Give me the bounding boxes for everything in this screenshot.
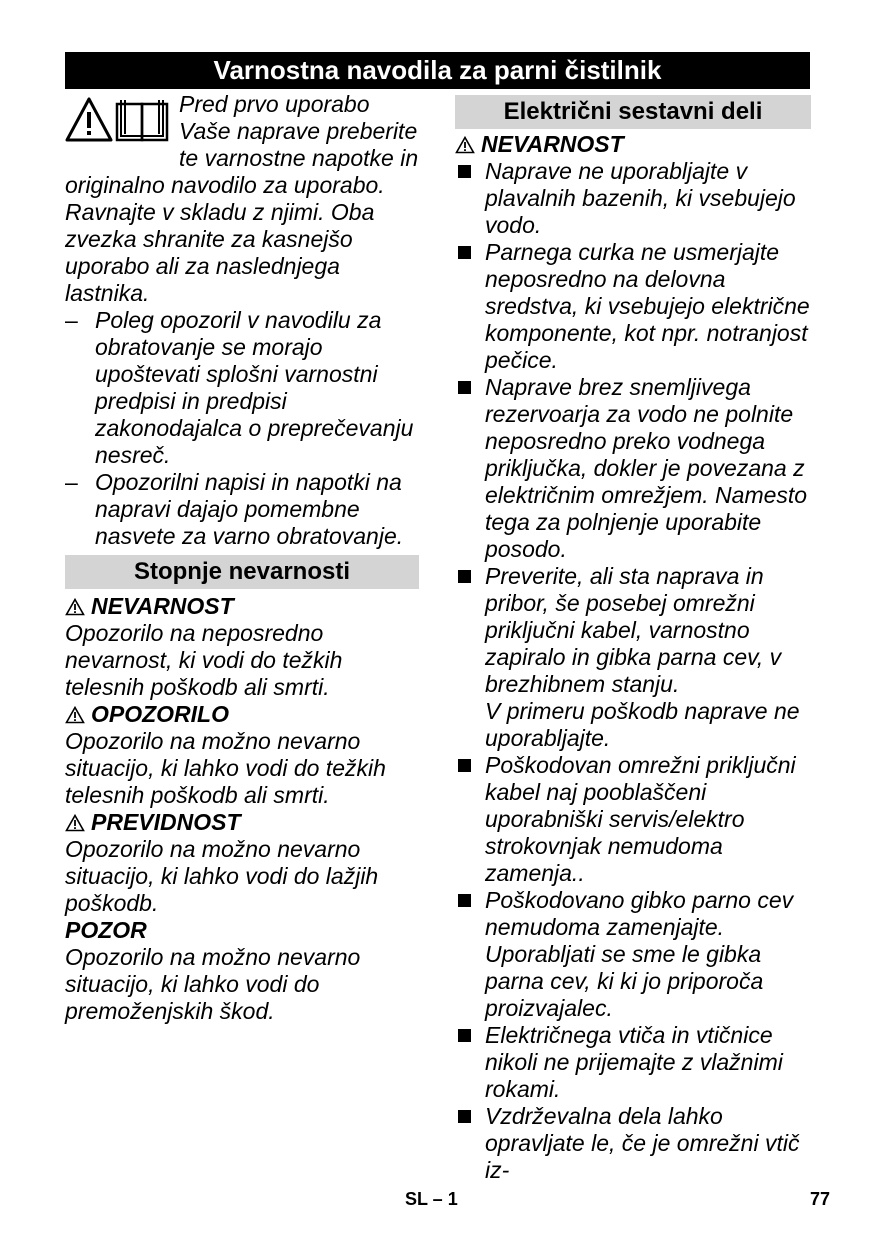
warning-icon (65, 598, 85, 616)
list-item-text: Naprave brez snemljivega rezervoarja za vodo ne polnite neposredno preko vodnega priključka, dokler je povezana z električnim omrežjem. Namesto tega za polnjenje uporabite posodo. (485, 374, 808, 562)
list-item-text: Preverite, ali sta naprava in pribor, še posebej omrežni priključni kabel, varnostno zapiralo in gibka parna cev, v brezhibnem stanju. (485, 563, 782, 697)
hazard-level-danger (65, 593, 422, 701)
list-item (455, 563, 811, 752)
right-column (455, 95, 811, 1184)
hazard-label-text: OPOZORILO (91, 701, 229, 727)
warning-icon (65, 814, 85, 832)
hazard-level-notice (65, 917, 422, 1025)
square-bullet (458, 1110, 471, 1123)
square-bullet (458, 246, 471, 259)
section-heading-hazard-levels: Stopnje nevarnosti (65, 555, 419, 589)
list-item (455, 1022, 811, 1103)
hazard-description: Opozorilo na neposredno nevarnost, ki vodi do težkih telesnih poškodb ali smrti. (65, 620, 343, 700)
footer-section-marker: SL – 1 (405, 1189, 458, 1209)
list-item-text: Poleg opozoril v navodilu za obratovanje se morajo upoštevati splošni varnostni predpisi in predpisi zakonodajalca o preprečevanju nesreč. (95, 307, 414, 468)
page-title: Varnostna navodila za parni čistilnik (65, 52, 810, 89)
list-item (455, 887, 811, 1022)
dash-bullet: – (65, 307, 78, 333)
hazard-description: Opozorilo na možno nevarno situacijo, ki lahko vodi do lažjih poškodb. (65, 836, 379, 916)
list-item-text: Vzdrževalna dela lahko opravljate le, če je omrežni vtič iz- (485, 1103, 800, 1183)
hazard-label-text: PREVIDNOST (91, 809, 241, 835)
hazard-description: Opozorilo na možno nevarno situacijo, ki lahko vodi do težkih telesnih poškodb ali smrti. (65, 728, 386, 808)
list-item (455, 374, 811, 563)
hazard-level-warning (65, 701, 422, 809)
square-bullet (458, 165, 471, 178)
general-notes-list (65, 307, 422, 550)
hazard-label-text: NEVARNOST (481, 131, 624, 157)
square-bullet (458, 1029, 471, 1042)
intro-text: Pred prvo uporabo Vaše naprave preberite te varnostne napotke in originalno navodilo za uporabo. Ravnajte v skladu z njimi. Oba zvezka shranite za kasnejšo uporabo ali za naslednjega lastnika. (65, 91, 419, 306)
list-item-text: Poškodovan omrežni priključni kabel naj pooblaščeni uporabniški servis/elektro strokovnjak nemudoma zamenja.. (485, 752, 796, 886)
warning-icon (65, 706, 85, 724)
page-number: 77 (809, 1189, 830, 1209)
list-item-text: Poškodovano gibko parno cev nemudoma zamenjajte. Uporabljati se sme le gibka parna cev, ki ki jo priporoča proizvajalec. (485, 887, 794, 1021)
list-item-text: Naprave ne uporabljajte v plavalnih bazenih, ki vsebujejo vodo. (485, 158, 796, 238)
list-item-text: Parnega curka ne usmerjajte neposredno na delovna sredstva, ki vsebujejo električne komponente, kot npr. notranjost pečice. (485, 239, 810, 373)
list-item-text: V primeru poškodb naprave ne uporabljajte. (485, 698, 800, 751)
hazard-label (65, 593, 422, 620)
list-item-text: Električnega vtiča in vtičnice nikoli ne prijemajte z vlažnimi rokami. (485, 1022, 783, 1102)
section-heading-electrical: Električni sestavni deli (455, 95, 811, 129)
left-column (65, 91, 422, 1025)
hazard-label (65, 809, 422, 836)
list-item (455, 239, 811, 374)
list-item (65, 307, 422, 469)
hazard-description: Opozorilo na možno nevarno situacijo, ki lahko vodi do premoženjskih škod. (65, 944, 361, 1024)
list-item (65, 469, 422, 550)
hazard-label-text: NEVARNOST (91, 593, 234, 619)
list-item-text: Opozorilni napisi in napotki na napravi dajajo pomembne nasvete za varno obratovanje. (95, 469, 404, 549)
square-bullet (458, 894, 471, 907)
intro-icons (65, 96, 169, 148)
list-item (455, 1103, 811, 1184)
square-bullet (458, 570, 471, 583)
dash-bullet: – (65, 469, 78, 495)
hazard-level-caution (65, 809, 422, 917)
hazard-label (455, 131, 811, 158)
hazard-label (65, 701, 422, 728)
electrical-rules-list (455, 158, 811, 1184)
warning-manual-icon (65, 96, 169, 144)
hazard-label (65, 917, 422, 944)
list-item (455, 158, 811, 239)
square-bullet (458, 759, 471, 772)
warning-icon (455, 136, 475, 154)
list-item (455, 752, 811, 887)
hazard-label-text: POZOR (65, 917, 147, 943)
square-bullet (458, 381, 471, 394)
intro-block (65, 91, 422, 307)
